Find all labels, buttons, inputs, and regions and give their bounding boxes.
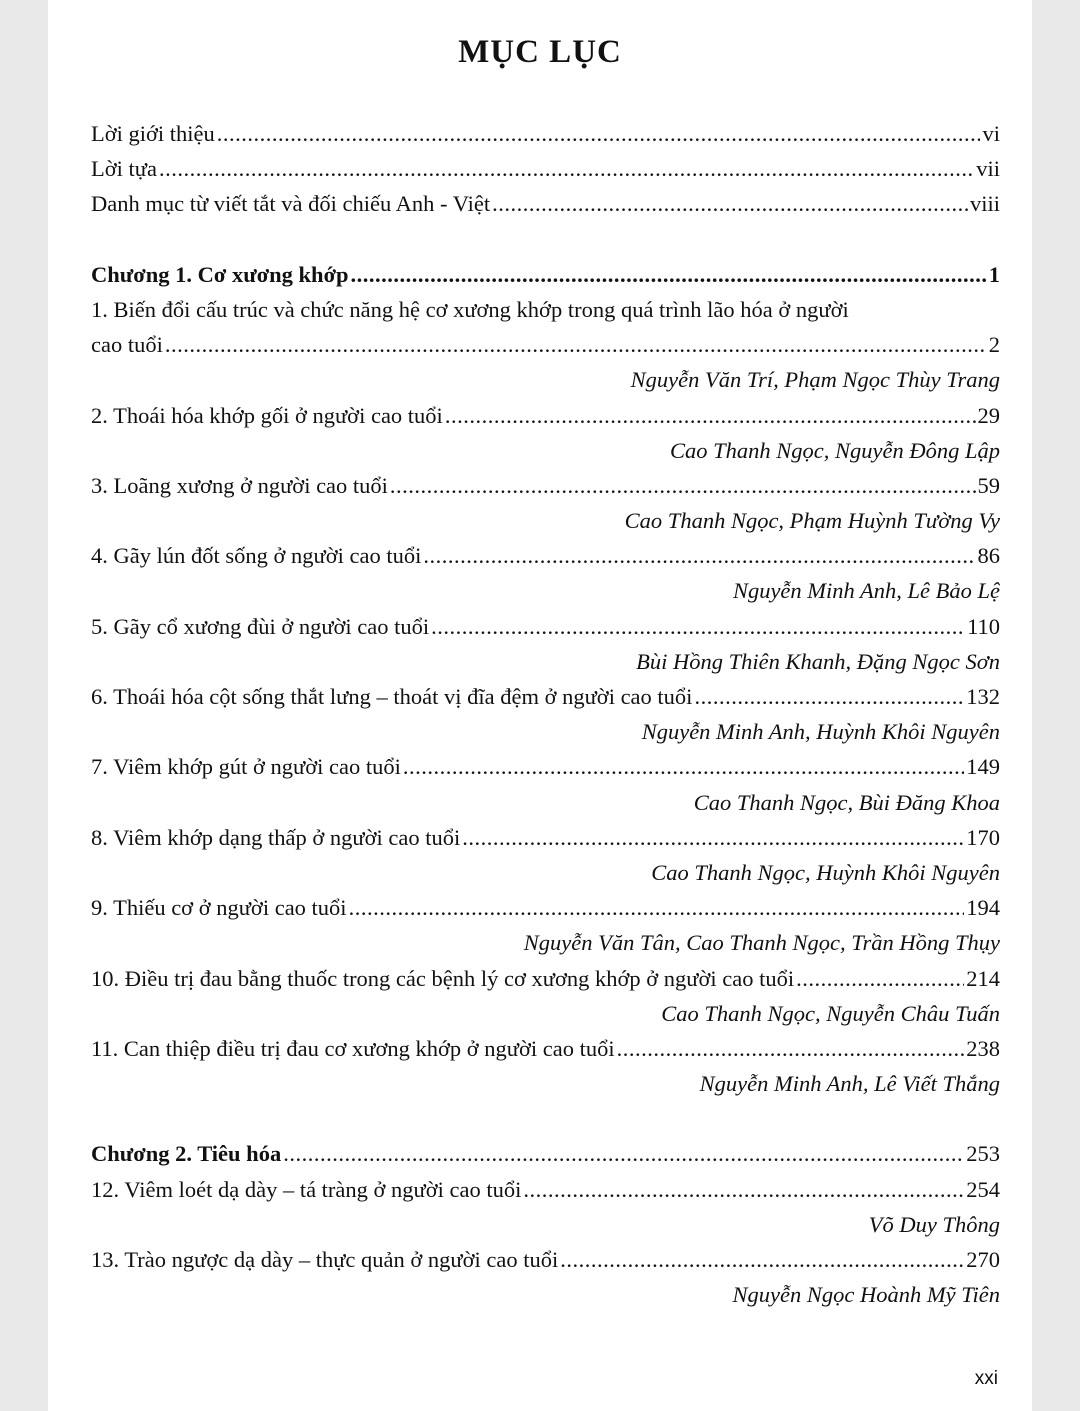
toc-label: 9. Thiếu cơ ở người cao tuổi <box>91 895 347 921</box>
leader-dots <box>492 186 968 221</box>
toc-chapter-1 <box>91 257 1000 292</box>
toc-chapter-2 <box>91 1136 1000 1171</box>
toc-authors: Võ Duy Thông <box>868 1211 1000 1237</box>
toc-label: 11. Can thiệp điều trị đau cơ xương khớp ở người cao tuổi <box>91 1035 615 1061</box>
leader-dots <box>403 749 964 784</box>
toc-entry-front-2 <box>91 151 1000 186</box>
chapter-label: Chương 1. Cơ xương khớp <box>91 261 349 287</box>
page-number: xxi <box>974 1368 998 1389</box>
toc-page: 132 <box>966 684 1000 709</box>
toc-entry-12 <box>91 1172 1000 1207</box>
toc-authors: Bùi Hồng Thiên Khanh, Đặng Ngọc Sơn <box>636 648 1000 674</box>
toc-authors: Nguyễn Minh Anh, Lê Viết Thắng <box>699 1071 1000 1097</box>
leader-dots <box>694 679 964 714</box>
toc-authors: Nguyễn Ngọc Hoành Mỹ Tiên <box>732 1282 1000 1308</box>
toc-page: 254 <box>966 1176 1000 1202</box>
toc-label: Danh mục từ viết tắt và đối chiếu Anh - Việt <box>91 191 491 217</box>
toc-page: 238 <box>966 1035 1000 1061</box>
toc-page: vi <box>982 121 1000 146</box>
toc-entry-11 <box>91 1031 1000 1066</box>
leader-dots <box>217 116 981 151</box>
toc-authors: Nguyễn Văn Trí, Phạm Ngọc Thùy Trang <box>630 367 1000 393</box>
toc-page: 59 <box>977 472 1000 498</box>
toc-entry-1-line1: 1. Biến đổi cấu trúc và chức năng hệ cơ xương khớp trong quá trình lão hóa ở người <box>91 296 849 322</box>
leader-dots <box>431 609 965 644</box>
toc-entry-7 <box>91 749 1000 784</box>
toc-entry-3 <box>91 468 1000 503</box>
leader-dots <box>560 1242 964 1277</box>
toc-label: 12. Viêm loét dạ dày – tá tràng ở người cao tuổi <box>91 1176 522 1202</box>
toc-entry-4 <box>91 538 1000 573</box>
toc-entry-5 <box>91 609 1000 644</box>
toc-page: viii <box>969 191 1000 217</box>
leader-dots <box>351 257 987 292</box>
toc-entry-front-1 <box>91 116 1000 151</box>
toc-page: 86 <box>977 543 1000 569</box>
toc-authors: Nguyễn Văn Tân, Cao Thanh Ngọc, Trần Hồng Thụy <box>523 930 1000 956</box>
toc-label: cao tuổi <box>91 332 163 358</box>
toc-label: 8. Viêm khớp dạng thấp ở người cao tuổi <box>91 824 461 850</box>
toc-label: 3. Loãng xương ở người cao tuổi <box>91 472 388 498</box>
toc-page: 29 <box>977 402 1000 428</box>
table-of-contents <box>91 116 1000 1312</box>
chapter-label: Chương 2. Tiêu hóa <box>91 1141 282 1167</box>
leader-dots <box>283 1136 964 1171</box>
toc-entry-9 <box>91 890 1000 925</box>
spacer <box>91 1101 1000 1136</box>
toc-entry-front-3 <box>91 186 1000 221</box>
document-page <box>48 0 1032 1411</box>
toc-authors: Cao Thanh Ngọc, Bùi Đăng Khoa <box>693 789 1000 815</box>
toc-label: 10. Điều trị đau bằng thuốc trong các bệnh lý cơ xương khớp ở người cao tuổi <box>91 965 795 991</box>
leader-dots <box>165 327 987 362</box>
toc-label: 2. Thoái hóa khớp gối ở người cao tuổi <box>91 402 443 428</box>
toc-entry-2 <box>91 398 1000 433</box>
toc-entry-1 <box>91 327 1000 362</box>
leader-dots <box>390 468 976 503</box>
toc-page: vii <box>976 156 1000 182</box>
chapter-page: 1 <box>988 261 1000 287</box>
toc-label: 7. Viêm khớp gút ở người cao tuổi <box>91 754 401 780</box>
spacer <box>91 222 1000 257</box>
toc-entry-13 <box>91 1242 1000 1277</box>
toc-authors: Cao Thanh Ngọc, Huỳnh Khôi Nguyên <box>651 859 1000 885</box>
toc-label: 6. Thoái hóa cột sống thắt lưng – thoát vị đĩa đệm ở người cao tuổi <box>91 684 693 709</box>
toc-page: 194 <box>966 895 1000 921</box>
leader-dots <box>617 1031 965 1066</box>
leader-dots <box>349 890 965 925</box>
leader-dots <box>423 538 975 573</box>
toc-authors: Cao Thanh Ngọc, Phạm Huỳnh Tường Vy <box>624 508 1000 534</box>
toc-authors: Nguyễn Minh Anh, Huỳnh Khôi Nguyên <box>641 719 1000 745</box>
toc-entry-10 <box>91 961 1000 996</box>
toc-label: Lời tựa <box>91 156 157 182</box>
toc-label: 13. Trào ngược dạ dày – thực quản ở người cao tuổi <box>91 1247 559 1272</box>
leader-dots <box>796 961 964 996</box>
leader-dots <box>462 820 964 855</box>
leader-dots <box>523 1172 964 1207</box>
chapter-page: 253 <box>966 1141 1000 1167</box>
toc-page: 110 <box>967 613 1000 639</box>
page-title: MỤC LỤC <box>458 34 622 70</box>
toc-page: 149 <box>966 754 1000 780</box>
toc-page: 170 <box>966 824 1000 850</box>
toc-label: Lời giới thiệu <box>91 121 215 146</box>
toc-authors: Cao Thanh Ngọc, Nguyễn Đông Lập <box>669 437 1000 463</box>
toc-page: 270 <box>966 1247 1000 1272</box>
toc-page: 214 <box>966 965 1000 991</box>
toc-entry-8 <box>91 820 1000 855</box>
toc-page: 2 <box>988 332 1000 358</box>
toc-entry-6 <box>91 679 1000 714</box>
leader-dots <box>159 151 974 186</box>
toc-authors: Nguyễn Minh Anh, Lê Bảo Lệ <box>732 578 1000 604</box>
leader-dots <box>445 398 976 433</box>
toc-authors: Cao Thanh Ngọc, Nguyễn Châu Tuấn <box>661 1000 1000 1026</box>
toc-label: 4. Gãy lún đốt sống ở người cao tuổi <box>91 543 422 569</box>
toc-label: 5. Gãy cổ xương đùi ở người cao tuổi <box>91 613 430 639</box>
